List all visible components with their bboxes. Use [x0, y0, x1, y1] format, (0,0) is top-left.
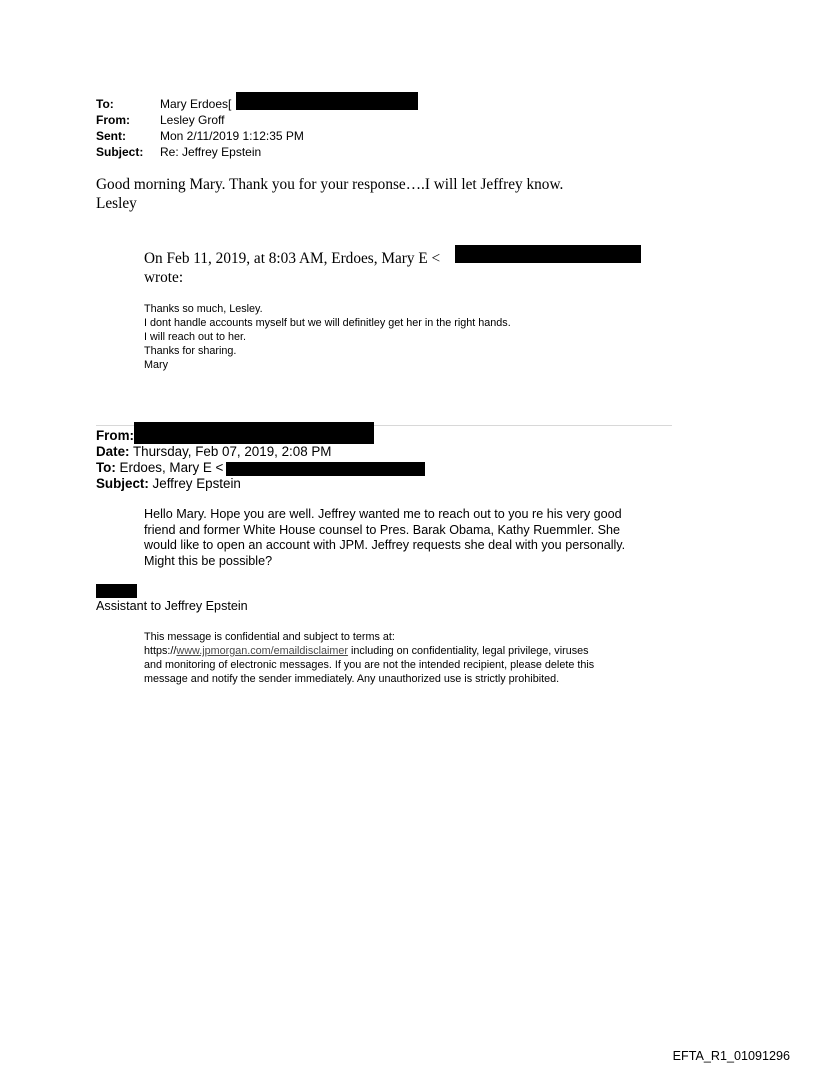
orig-date-value: Thursday, Feb 07, 2019, 2:08 PM — [129, 444, 332, 459]
original-line: friend and former White House counsel to Pres. Barak Obama, Kathy Ruemmler. She — [144, 522, 620, 537]
sent-value: Mon 2/11/2019 1:12:35 PM — [160, 129, 304, 143]
redaction-box — [236, 92, 418, 110]
disclaimer-line: This message is confidential and subject to terms at: — [144, 631, 395, 643]
orig-date-label: Date: — [96, 444, 130, 459]
from-label: From: — [96, 113, 130, 127]
orig-to-label: To: — [96, 460, 116, 475]
redaction-box — [455, 245, 641, 263]
quoted-line: I will reach out to her. — [144, 331, 247, 343]
disclaimer-line: and monitoring of electronic messages. If you are not the intended recipient, please delete this — [144, 659, 595, 671]
orig-subject-label: Subject: — [96, 476, 149, 491]
quoted-line: Thanks for sharing. — [144, 345, 237, 357]
disclaimer-prefix: https:// — [144, 645, 177, 657]
disclaimer-link[interactable]: www.jpmorgan.com/emaildisclaimer — [176, 645, 349, 657]
quoted-line: Thanks so much, Lesley. — [144, 303, 263, 315]
to-value: Mary Erdoes[ — [160, 97, 232, 111]
orig-from-label: From: — [96, 428, 134, 443]
orig-subject-value: Jeffrey Epstein — [148, 476, 241, 491]
redaction-box — [226, 462, 425, 476]
quoted-line: Mary — [144, 359, 168, 371]
sent-label: Sent: — [96, 129, 126, 143]
disclaimer-line: message and notify the sender immediately. Any unauthorized use is strictly prohibited. — [144, 673, 560, 685]
from-value: Lesley Groff — [160, 113, 225, 127]
redaction-box — [134, 422, 374, 444]
quoted-body — [144, 302, 684, 372]
quoted-intro-line: On Feb 11, 2019, at 8:03 AM, Erdoes, Mary E < — [144, 250, 441, 267]
disclaimer — [144, 630, 704, 686]
reply-body — [96, 175, 716, 213]
reply-line: Good morning Mary. Thank you for your response….I will let Jeffrey know. — [96, 176, 564, 193]
to-label: To: — [96, 97, 114, 111]
reply-signature: Lesley — [96, 195, 137, 212]
original-body — [144, 507, 704, 569]
redaction-box — [96, 584, 137, 598]
original-line: Hello Mary. Hope you are well. Jeffrey wanted me to reach out to you re his very good — [144, 507, 622, 521]
orig-to-value: Erdoes, Mary E < — [115, 460, 224, 475]
original-line: would like to open an account with JPM. Jeffrey requests she deal with you personally. — [144, 538, 626, 552]
subject-label: Subject: — [96, 145, 144, 159]
document-id: EFTA_R1_01091296 — [672, 1049, 790, 1063]
original-line: Might this be possible? — [144, 553, 273, 568]
signature-title: Assistant to Jeffrey Epstein — [96, 599, 248, 613]
quoted-intro-wrote: wrote: — [144, 269, 184, 286]
disclaimer-suffix: including on confidentiality, legal privilege, viruses — [348, 645, 589, 657]
quoted-line: I dont handle accounts myself but we will definitley get her in the right hands. — [144, 317, 511, 329]
subject-value: Re: Jeffrey Epstein — [160, 145, 262, 159]
